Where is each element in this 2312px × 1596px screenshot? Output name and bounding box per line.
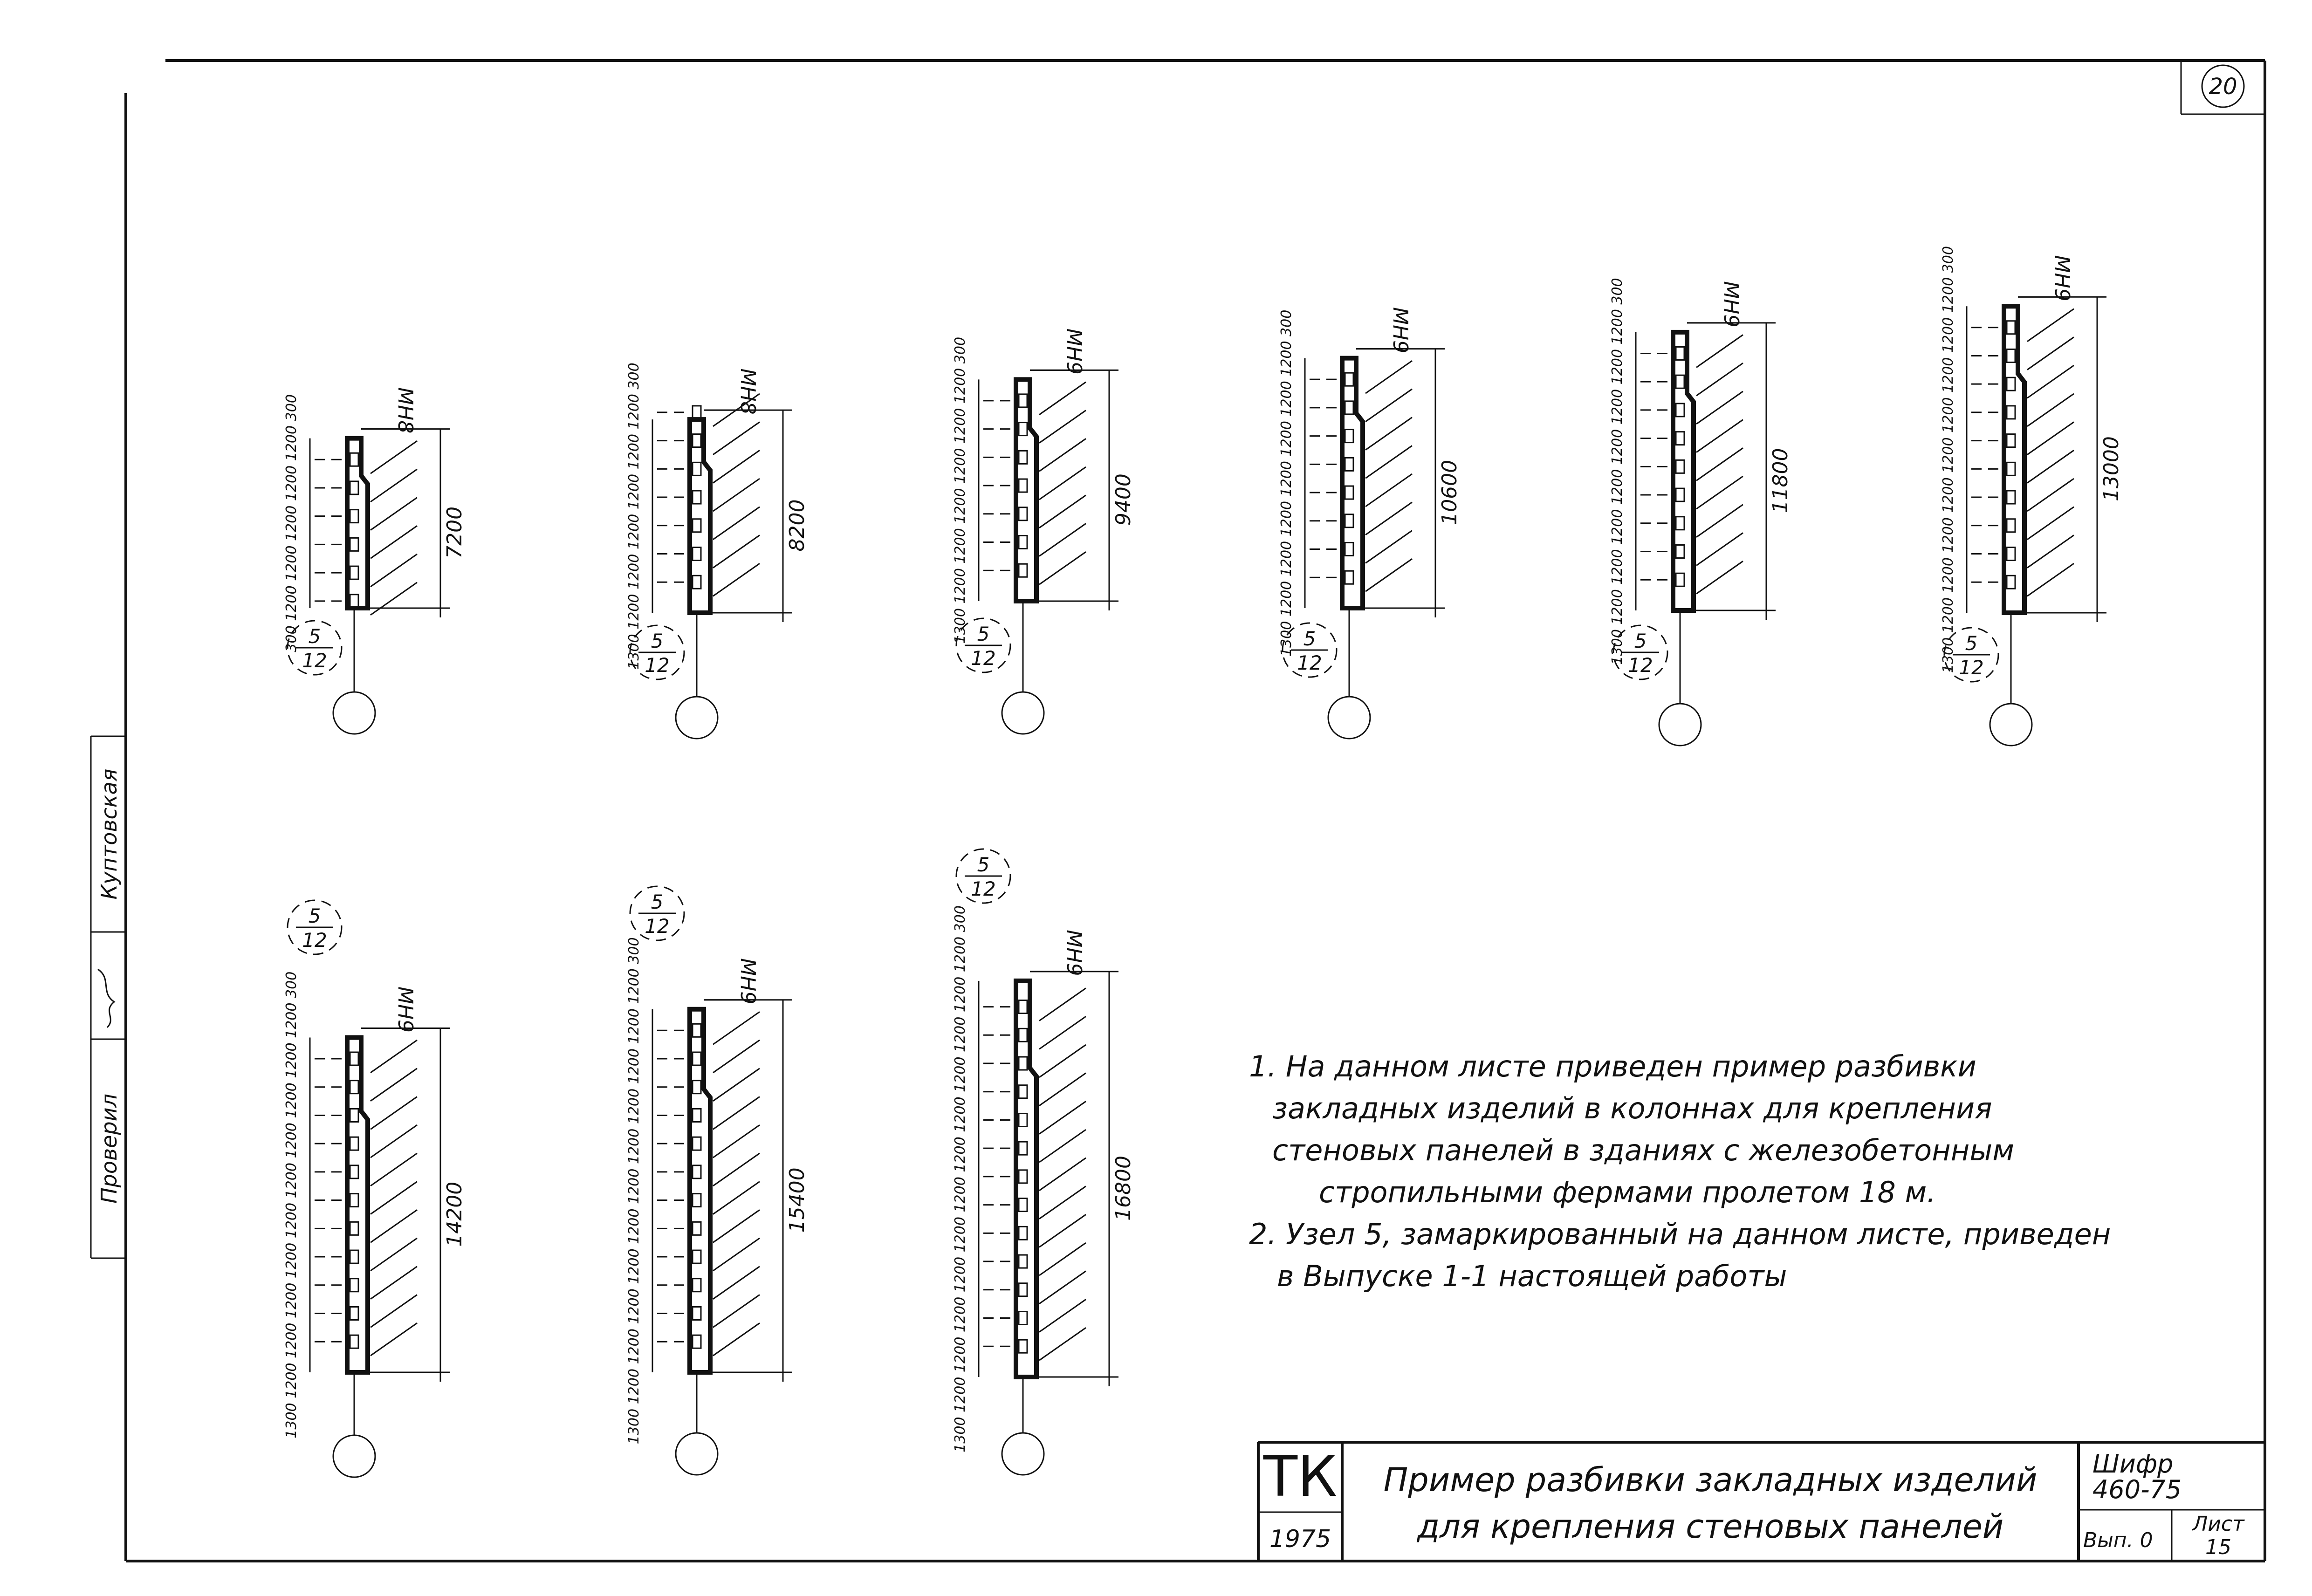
leader-line	[2027, 535, 2074, 568]
note-line-1: 1. На данном листе приведен пример разбивки	[1249, 1049, 1976, 1083]
side-stamp	[91, 736, 126, 1258]
node-number: 5	[1303, 627, 1316, 650]
embedded-part	[1676, 404, 1684, 417]
leader-line	[2027, 365, 2074, 398]
embedded-part	[1676, 573, 1684, 586]
leader-line	[1039, 1016, 1086, 1049]
node-sheet: 12	[1297, 651, 1322, 674]
leader-line	[1365, 531, 1412, 563]
embedded-part	[693, 1335, 701, 1348]
axis-circle	[1659, 704, 1701, 746]
column-mark: МН9	[2050, 255, 2074, 301]
embedded-part	[693, 406, 701, 419]
embedded-part	[1676, 460, 1684, 473]
leader-line	[370, 1210, 417, 1242]
embedded-part	[1676, 488, 1684, 501]
leader-line	[1039, 1073, 1086, 1106]
embedded-part	[693, 1250, 701, 1263]
embedded-part	[693, 519, 701, 532]
column-3	[952, 329, 1135, 734]
leader-line	[1696, 533, 1743, 566]
node-number: 5	[1634, 630, 1647, 652]
leader-line	[713, 1096, 760, 1129]
segment-dimensions: 1300 1200 1200 1200 1200 1200 1200 1200 1200 300	[1609, 278, 1626, 665]
column-height-label: 11800	[1769, 448, 1792, 514]
node-sheet: 12	[302, 929, 327, 952]
leader-line	[1696, 391, 1743, 424]
leader-line	[370, 1267, 417, 1299]
leader-line	[370, 1040, 417, 1073]
column-height-label: 10600	[1438, 459, 1461, 525]
embedded-part	[693, 1279, 701, 1292]
node-sheet: 12	[1959, 656, 1984, 679]
column-height-label: 14200	[443, 1181, 467, 1247]
node-number: 5	[977, 853, 990, 876]
leader-line	[370, 1295, 417, 1328]
leader-line	[1696, 561, 1743, 594]
signature-mark	[98, 969, 114, 1027]
axis-circle	[676, 697, 718, 739]
embedded-part	[1019, 536, 1027, 549]
leader-line	[713, 563, 760, 596]
segment-dimensions: 1300 1200 1200 1200 1200 1200 1200 1200 1200 1200 1200 1200 300	[626, 937, 642, 1445]
leader-line	[370, 469, 417, 502]
embedded-part	[1345, 571, 1353, 584]
column-mark: МН9	[1388, 307, 1412, 354]
column-height-label: 9400	[1111, 473, 1135, 526]
embedded-part	[1019, 1283, 1027, 1296]
columns-layer	[283, 246, 2123, 1477]
leader-line	[2027, 422, 2074, 455]
embedded-part	[2007, 349, 2015, 362]
leader-line	[713, 1040, 760, 1073]
node-sheet: 12	[1628, 654, 1653, 677]
embedded-part	[1019, 1142, 1027, 1155]
embedded-part	[1019, 507, 1027, 521]
column-mark: МН8	[736, 368, 760, 415]
embedded-part	[1676, 517, 1684, 530]
axis-circle	[1990, 704, 2032, 746]
sheet-label: Лист	[2192, 1512, 2244, 1536]
embedded-part	[1345, 486, 1353, 499]
leader-line	[370, 1069, 417, 1101]
node-number: 5	[308, 904, 321, 927]
segment-dimensions: 1300 1200 1200 1200 1200 1200 1200 1200 1200 1200 300	[1940, 246, 1956, 673]
leader-line	[1039, 1271, 1086, 1304]
embedded-part	[1019, 1170, 1027, 1183]
leader-line	[713, 1323, 760, 1356]
column-mark: МН9	[393, 986, 417, 1033]
embedded-part	[1345, 458, 1353, 471]
embedded-part	[350, 1109, 358, 1122]
node-number: 5	[1965, 632, 1978, 655]
leader-line	[1365, 474, 1412, 507]
embedded-part	[1345, 430, 1353, 443]
embedded-part	[350, 1250, 358, 1263]
embedded-part	[1019, 1312, 1027, 1325]
leader-line	[1039, 1045, 1086, 1077]
leader-line	[713, 507, 760, 540]
title-block	[1258, 1442, 2265, 1561]
embedded-part	[693, 491, 701, 504]
embedded-part	[1345, 401, 1353, 414]
embedded-part	[350, 453, 358, 466]
leader-line	[1039, 1101, 1086, 1134]
embedded-part	[1019, 1340, 1027, 1353]
embedded-part	[350, 1137, 358, 1150]
leader-line	[2027, 394, 2074, 426]
leader-line	[370, 526, 417, 558]
column-height-label: 15400	[785, 1167, 809, 1233]
column-7	[283, 900, 467, 1477]
embedded-part	[350, 1194, 358, 1207]
leader-line	[1039, 1300, 1086, 1332]
note-line-3: стеновых панелей в зданиях с железобетонным	[1272, 1133, 2014, 1167]
embedded-part	[1019, 1000, 1027, 1014]
node-sheet: 12	[971, 647, 996, 670]
embedded-part	[350, 1052, 358, 1065]
embedded-part	[350, 1081, 358, 1094]
embedded-part	[693, 1109, 701, 1122]
embedded-part	[1019, 1113, 1027, 1126]
leader-line	[370, 1125, 417, 1158]
code-value: 460-75	[2092, 1475, 2182, 1504]
embedded-part	[693, 462, 701, 475]
column-height-label: 13000	[2099, 436, 2123, 502]
leader-line	[370, 1238, 417, 1271]
embedded-part	[693, 575, 701, 589]
leader-line	[1365, 445, 1412, 478]
embedded-part	[2007, 519, 2015, 532]
notes-block	[1249, 1049, 2111, 1293]
leader-line	[1365, 559, 1412, 591]
embedded-part	[1676, 545, 1684, 558]
leader-line	[713, 1295, 760, 1328]
node-number: 5	[308, 625, 321, 648]
embedded-part	[1019, 423, 1027, 436]
embedded-part	[1019, 1255, 1027, 1268]
column-4	[1278, 307, 1461, 739]
embedded-part	[2007, 575, 2015, 589]
node-number: 5	[651, 630, 664, 652]
embedded-part	[2007, 491, 2015, 504]
column-5	[1609, 278, 1792, 746]
leader-line	[1039, 1243, 1086, 1275]
node-sheet: 12	[302, 649, 327, 672]
leader-line	[1696, 335, 1743, 367]
embedded-part	[693, 548, 701, 561]
embedded-part	[350, 1279, 358, 1292]
embedded-part	[1019, 1057, 1027, 1070]
embedded-part	[1676, 347, 1684, 360]
column-9	[952, 849, 1135, 1475]
note-line-4: стропильными фермами пролетом 18 м.	[1319, 1175, 1936, 1209]
column-height-label: 8200	[785, 499, 809, 552]
embedded-part	[693, 1024, 701, 1037]
embedded-part	[693, 1222, 701, 1235]
drawing-title-line-2: для крепления стеновых панелей	[1417, 1507, 2004, 1546]
embedded-part	[693, 1137, 701, 1150]
leader-line	[2027, 479, 2074, 511]
leader-line	[713, 450, 760, 483]
column-mark: МН9	[1062, 328, 1086, 375]
embedded-part	[1676, 432, 1684, 445]
column-1	[283, 387, 467, 734]
node-sheet: 12	[971, 877, 996, 900]
embedded-part	[350, 566, 358, 579]
embedded-part	[1019, 1028, 1027, 1041]
embedded-part	[350, 538, 358, 551]
note-line-5: 2. Узел 5, замаркированный на данном листе, приведен	[1249, 1217, 2111, 1251]
embedded-part	[350, 1165, 358, 1178]
axis-circle	[333, 1435, 375, 1477]
leader-line	[713, 1267, 760, 1299]
embedded-part	[1019, 1199, 1027, 1212]
embedded-part	[693, 434, 701, 447]
leader-line	[713, 422, 760, 455]
leader-line	[370, 441, 417, 473]
column-height-label: 16800	[1111, 1155, 1135, 1221]
leader-line	[713, 479, 760, 511]
column-mark: МН9	[1062, 930, 1086, 976]
column-2	[626, 363, 809, 739]
leader-line	[1039, 1158, 1086, 1191]
leader-line	[1039, 467, 1086, 500]
side-stamp-name: Куптовская	[96, 768, 122, 900]
leader-line	[1365, 361, 1412, 393]
leader-line	[2027, 563, 2074, 596]
leader-line	[370, 498, 417, 530]
sheet-number-box	[2181, 61, 2265, 114]
column-6	[1940, 246, 2123, 746]
segment-dimensions: 1300 1200 1200 1200 1200 1200 1200 1200 1200 1200 1200 1200 1200 300	[952, 905, 968, 1452]
leader-line	[713, 1238, 760, 1271]
node-number: 5	[651, 890, 664, 913]
leader-line	[1365, 502, 1412, 535]
leader-line	[370, 1323, 417, 1356]
leader-line	[1039, 495, 1086, 528]
embedded-part	[1345, 543, 1353, 556]
segment-dimensions: 1300 1200 1200 1200 1200 1200 1200 300	[952, 336, 968, 644]
note-line-2: закладных изделий в колоннах для крепления	[1272, 1091, 1992, 1125]
embedded-part	[350, 595, 358, 608]
column-mark: МН8	[393, 387, 417, 434]
code-label: Шифр	[2092, 1449, 2174, 1479]
leader-line	[713, 1182, 760, 1214]
embedded-part	[1345, 514, 1353, 527]
leader-line	[2027, 337, 2074, 370]
segment-dimensions: 1300 1200 1200 1200 1200 1200 1200 1200 300	[1278, 309, 1295, 657]
embedded-part	[693, 1194, 701, 1207]
leader-line	[370, 1096, 417, 1129]
leader-line	[713, 1153, 760, 1186]
segment-dimensions: 1300 1200 1200 1200 1200 1200 1200 300	[626, 363, 642, 670]
leader-line	[1039, 1186, 1086, 1219]
embedded-part	[1019, 394, 1027, 407]
sheet-value: 15	[2205, 1535, 2231, 1559]
leader-line	[1696, 420, 1743, 452]
leader-line	[1039, 552, 1086, 584]
embedded-part	[693, 1081, 701, 1094]
leader-line	[370, 1182, 417, 1214]
column-height-label: 7200	[443, 506, 467, 559]
column-mark: МН9	[736, 958, 760, 1005]
leader-line	[1365, 389, 1412, 422]
leader-line	[1696, 448, 1743, 480]
leader-line	[1696, 363, 1743, 396]
leader-line	[1039, 411, 1086, 443]
embedded-part	[693, 1052, 701, 1065]
leader-line	[1039, 382, 1086, 415]
embedded-part	[693, 1165, 701, 1178]
leader-line	[713, 1210, 760, 1242]
embedded-part	[2007, 434, 2015, 447]
embedded-part	[2007, 548, 2015, 561]
note-line-6: в Выпуске 1-1 настоящей работы	[1277, 1259, 1787, 1293]
leader-line	[370, 582, 417, 615]
leader-line	[1039, 988, 1086, 1021]
column-mark: МН9	[1719, 281, 1743, 328]
segment-dimensions: 1300 1200 1200 1200 1200 1200 1200 1200 1200 1200 1200 300	[283, 971, 300, 1438]
leader-line	[1039, 1130, 1086, 1162]
embedded-part	[350, 1307, 358, 1320]
leader-line	[2027, 309, 2074, 342]
embedded-part	[1019, 451, 1027, 464]
org-code: ТК	[1263, 1445, 1338, 1509]
embedded-part	[2007, 406, 2015, 419]
leader-line	[1039, 1214, 1086, 1247]
node-sheet: 12	[645, 915, 670, 938]
node-number: 5	[977, 623, 990, 645]
leader-line	[2027, 507, 2074, 540]
side-stamp-role: Проверил	[96, 1094, 122, 1204]
embedded-part	[1019, 1085, 1027, 1098]
embedded-part	[1676, 375, 1684, 388]
axis-circle	[1328, 697, 1370, 739]
axis-circle	[1002, 1433, 1044, 1475]
leader-line	[1365, 418, 1412, 450]
embedded-part	[350, 1222, 358, 1235]
segment-dimensions: 300 1200 1200 1200 1200 1200 300	[283, 394, 300, 652]
leader-line	[370, 1153, 417, 1186]
axis-circle	[1002, 692, 1044, 734]
node-sheet: 12	[645, 654, 670, 677]
leader-line	[713, 1125, 760, 1158]
year: 1975	[1269, 1525, 1331, 1553]
drawing-title-line-1: Пример разбивки закладных изделий	[1383, 1461, 2038, 1499]
leader-line	[1039, 524, 1086, 556]
embedded-part	[2007, 377, 2015, 390]
embedded-part	[1019, 479, 1027, 492]
leader-line	[1696, 505, 1743, 537]
leader-line	[1039, 438, 1086, 471]
embedded-part	[1345, 373, 1353, 386]
leader-line	[1696, 476, 1743, 509]
axis-circle	[333, 692, 375, 734]
leader-line	[713, 1012, 760, 1044]
leader-line	[1039, 1328, 1086, 1360]
embedded-part	[350, 510, 358, 523]
embedded-part	[350, 481, 358, 494]
embedded-part	[1019, 1226, 1027, 1240]
embedded-part	[350, 1335, 358, 1348]
leader-line	[370, 554, 417, 587]
embedded-part	[2007, 462, 2015, 475]
leader-line	[2027, 450, 2074, 483]
embedded-part	[1019, 564, 1027, 577]
axis-circle	[676, 1433, 718, 1475]
embedded-part	[693, 1307, 701, 1320]
issue-number: Вып. 0	[2083, 1528, 2153, 1552]
column-8	[626, 886, 809, 1475]
leader-line	[713, 535, 760, 568]
sheet-number: 20	[2209, 74, 2237, 100]
leader-line	[713, 1069, 760, 1101]
embedded-part	[2007, 321, 2015, 334]
